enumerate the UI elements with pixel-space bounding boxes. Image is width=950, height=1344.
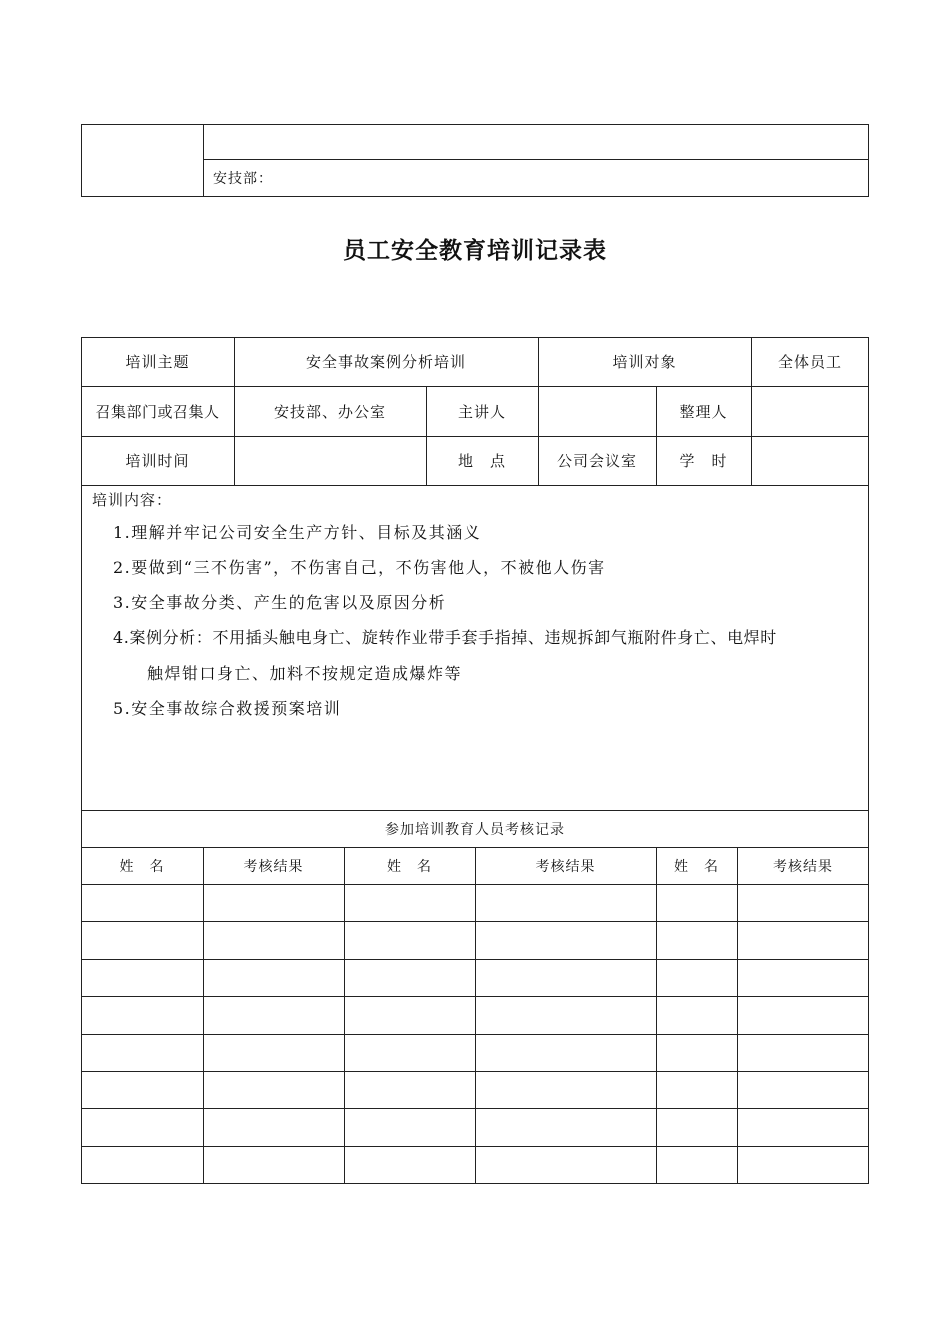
header-result-3: 考核结果: [773, 858, 833, 875]
hours-label: 学 时: [679, 452, 728, 470]
dept-sign-label: 安技部：: [213, 171, 273, 187]
content-item-1: 1.理解并牢记公司安全生产方针、目标及其涵义: [113, 523, 482, 542]
grid-col-line: [203, 847, 204, 1184]
content-item-5: 5.安全事故综合救援预案培训: [113, 699, 342, 718]
hours-value: [751, 436, 869, 485]
table-row: [81, 1034, 869, 1035]
table-row: [81, 884, 869, 885]
table-row: [81, 1071, 869, 1072]
grid-col-line: [656, 847, 657, 1184]
table-row: [81, 1108, 869, 1109]
recorder-label: 整理人: [679, 402, 728, 421]
speaker-value: [538, 386, 656, 436]
organizer-label: 召集部门或召集人: [95, 402, 220, 421]
target-value: 全体员工: [777, 353, 842, 371]
time-label: 培训时间: [125, 452, 190, 470]
header-name-2: 姓 名: [387, 858, 432, 875]
topic-label: 培训主题: [125, 353, 190, 371]
topic-value: 安全事故案例分析培训: [305, 353, 466, 371]
content-item-4-cont: 触焊钳口身亡、加料不按规定造成爆炸等: [147, 664, 463, 683]
header-name-1: 姓 名: [119, 858, 165, 875]
location-value: 公司会议室: [556, 452, 637, 470]
table-row: [81, 1146, 869, 1147]
content-item-2: 2.要做到“三不伤害”，不伤害自己，不伤害他人，不被他人伤害: [113, 558, 606, 577]
grid-col-line: [344, 847, 345, 1184]
grid-col-line: [475, 847, 476, 1184]
table-row: [81, 921, 869, 922]
organizer-value: 安技部、办公室: [273, 402, 386, 421]
grid-col-line: [737, 847, 738, 1184]
location-label: 地 点: [457, 452, 506, 470]
header-box: [81, 124, 869, 197]
time-value: [234, 436, 426, 485]
target-label: 培训对象: [612, 353, 677, 371]
table-row: [81, 996, 869, 997]
header-box-divider: [203, 124, 204, 197]
speaker-label: 主讲人: [457, 402, 506, 421]
header-result-1: 考核结果: [243, 858, 304, 875]
content-item-4: 4.案例分析：不用插头触电身亡、旋转作业带手套手指掉、违规拆卸气瓶附件身亡、电焊时: [113, 628, 777, 647]
header-result-2: 考核结果: [535, 858, 596, 875]
table-row: [81, 959, 869, 960]
header-name-3: 姓 名: [674, 858, 719, 875]
page-title: 员工安全教育培训记录表: [343, 238, 607, 264]
content-label: 培训内容：: [92, 491, 173, 509]
content-item-3: 3.安全事故分类、产生的危害以及原因分析: [113, 593, 447, 612]
recorder-value: [751, 386, 869, 436]
assessment-title: 参加培训教育人员考核记录: [385, 821, 565, 838]
header-box-hline: [203, 159, 869, 160]
